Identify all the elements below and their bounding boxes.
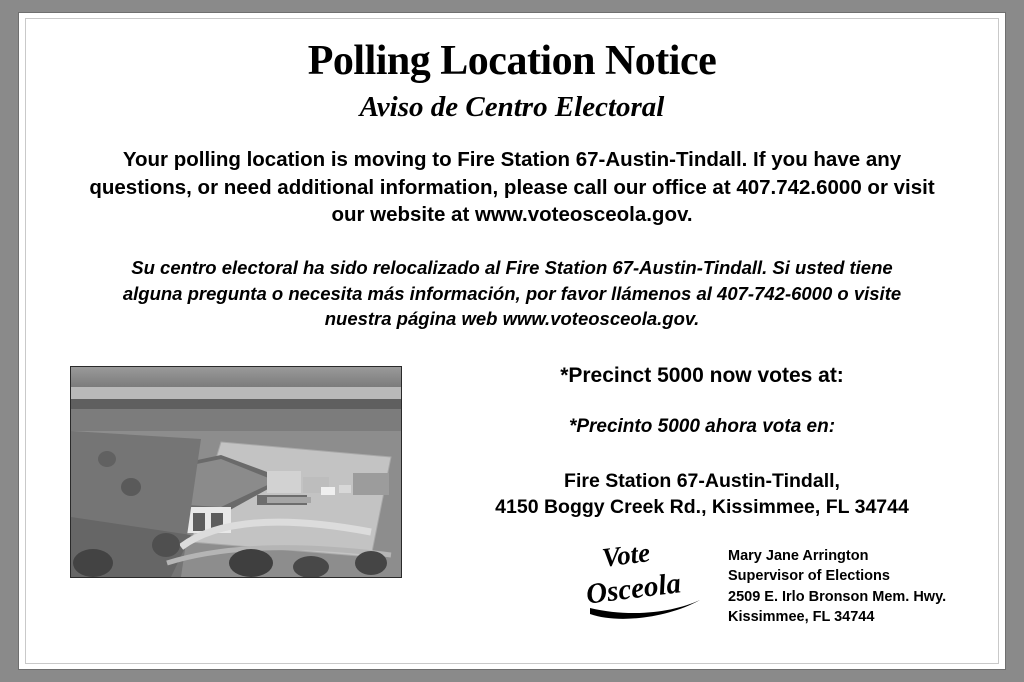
polling-address-line2: 4150 Boggy Creek Rd., Kissimmee, FL 34744 [495, 495, 909, 518]
notice-paragraph-english: Your polling location is moving to Fire Station 67-Austin-Tindall. If you have any questions, or need additional information, please call our office at 407.742.6000 or visit our website at www.voteosceola.gov. [89, 148, 935, 227]
contact-street: 2509 E. Irlo Bronson Mem. Hwy. [728, 588, 947, 605]
page-title: Polling Location Notice [307, 38, 717, 84]
notice-page [18, 12, 1006, 670]
polling-address [426, 468, 978, 521]
precinct-note-spanish: *Precinto 5000 ahora vota en: [568, 415, 836, 437]
page-subtitle: Aviso de Centro Electoral [359, 91, 665, 123]
notice-paragraph-spanish: Su centro electoral ha sido relocalizado al Fire Station 67-Austin-Tindall. Si usted tiene alguna pregunta o necesita más información, por favor llámenos al 407-742-6000 o visite nuestra página web www.voteosceola.gov. [122, 257, 902, 330]
contact-role: Supervisor of Elections [728, 568, 890, 585]
contact-name: Mary Jane Arrington [728, 547, 869, 564]
aerial-photo [70, 366, 402, 578]
right-column [426, 358, 978, 521]
contact-info [728, 540, 946, 628]
logo-word-osceola: Osceola [584, 566, 683, 611]
footer-block [584, 536, 947, 628]
precinct-note-english: *Precinct 5000 now votes at: [560, 363, 844, 387]
contact-city: Kissimmee, FL 34744 [728, 609, 875, 626]
notice-body [26, 358, 998, 668]
logo-word-vote: Vote [600, 536, 652, 573]
vote-osceola-logo [584, 536, 716, 620]
logo-swoosh-icon [588, 598, 708, 625]
polling-address-line1: Fire Station 67-Austin-Tindall, [564, 469, 840, 492]
notice-inner-border [25, 18, 999, 664]
